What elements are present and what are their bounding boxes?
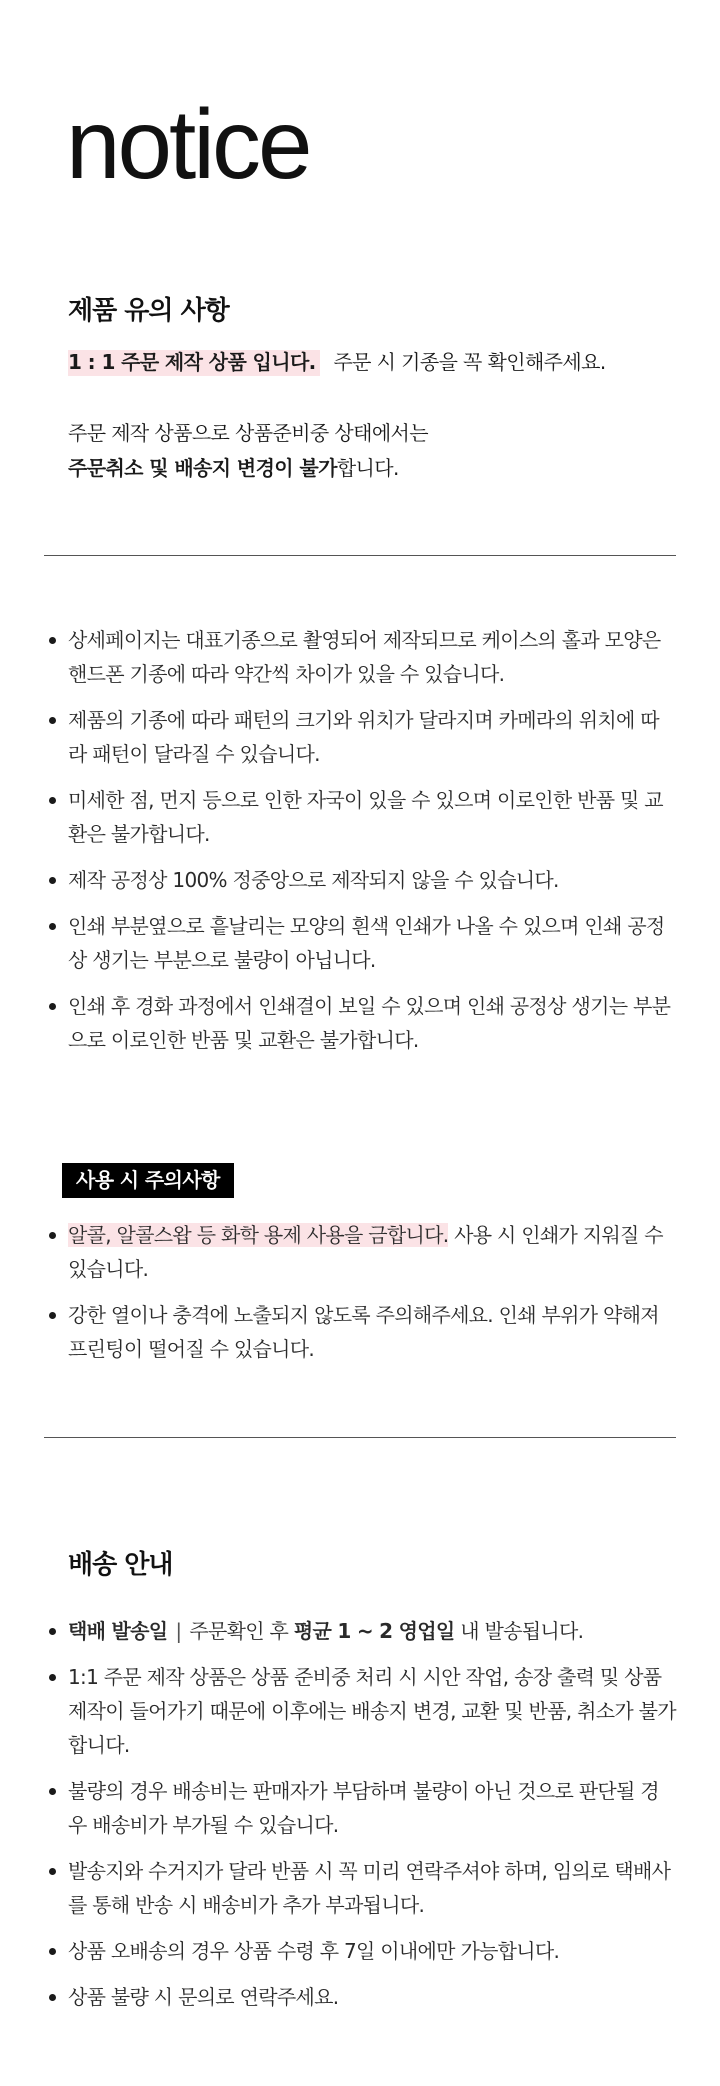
- page-heading: notice: [66, 89, 310, 199]
- bullet-icon: [49, 1868, 56, 1875]
- list-item: 발송지와 수거지가 달라 반품 시 꼭 미리 연락주셔야 하며, 임의로 택배사를 통해 반송 시 배송비가 추가 부과됩니다.: [44, 1854, 676, 1922]
- chemical-warning-highlight: 알콜, 알콜스왑 등 화학 용제 사용을 금합니다.: [68, 1223, 449, 1247]
- bullet-icon: [49, 1948, 56, 1955]
- bullet-icon: [49, 1674, 56, 1681]
- order-cancel-rest: 합니다.: [336, 456, 399, 480]
- list-item: 인쇄 후 경화 과정에서 인쇄결이 보일 수 있으며 인쇄 공정상 생기는 부분으로 이로인한 반품 및 교환은 불가합니다.: [44, 989, 676, 1057]
- list-item: 강한 열이나 충격에 노출되지 않도록 주의해주세요. 인쇄 부위가 약해져 프린팅이 떨어질 수 있습니다.: [44, 1298, 676, 1366]
- list-item: 불량의 경우 배송비는 판매자가 부담하며 불량이 아닌 것으로 판단될 경우 배송비가 부가될 수 있습니다.: [44, 1774, 676, 1842]
- divider-2: [44, 1437, 676, 1438]
- bullet-icon: [49, 1994, 56, 2001]
- list-item: 인쇄 부분옆으로 흩날리는 모양의 흰색 인쇄가 나올 수 있으며 인쇄 공정상 생기는 부분으로 불량이 아닙니다.: [44, 909, 676, 977]
- bullet-icon: [49, 923, 56, 930]
- order-cancel-line: [68, 451, 668, 485]
- bullet-icon: [49, 1628, 56, 1635]
- order-made-line: [68, 345, 668, 379]
- bullet-icon: [49, 637, 56, 644]
- bullet-icon: [49, 1788, 56, 1795]
- order-made-highlight: 1 : 1 주문 제작 상품 입니다.: [68, 350, 320, 376]
- bullet-icon: [49, 1232, 56, 1239]
- product-notes-title: 제품 유의 사항: [68, 296, 229, 326]
- usage-caution-tag: 사용 시 주의사항: [62, 1163, 234, 1198]
- order-status-line: 주문 제작 상품으로 상품준비중 상태에서는: [68, 421, 428, 445]
- shipping-title: 배송 안내: [68, 1550, 173, 1580]
- bullet-icon: [49, 1003, 56, 1010]
- list-item: 상품 불량 시 문의로 연락주세요.: [44, 1980, 676, 2014]
- bullet-icon: [49, 717, 56, 724]
- list-item: 알콜, 알콜스왑 등 화학 용제 사용을 금합니다. 사용 시 인쇄가 지워질 수 있습니다.: [44, 1218, 676, 1286]
- shipping-list: [44, 1614, 676, 2026]
- list-item: 제작 공정상 100% 정중앙으로 제작되지 않을 수 있습니다.: [44, 863, 676, 897]
- bullet-icon: [49, 1312, 56, 1319]
- list-item: 미세한 점, 먼지 등으로 인한 자국이 있을 수 있으며 이로인한 반품 및 교환은 불가합니다.: [44, 783, 676, 851]
- bullet-icon: [49, 877, 56, 884]
- order-cancel-bold: 주문취소 및 배송지 변경이 불가: [68, 456, 337, 480]
- bullet-icon: [49, 797, 56, 804]
- shipping-days-value: 평균 1 ~ 2 영업일: [293, 1619, 455, 1643]
- divider-1: [44, 555, 676, 556]
- product-notes-list: [44, 623, 676, 1069]
- list-item: 상품 오배송의 경우 상품 수령 후 7일 이내에만 가능합니다.: [44, 1934, 676, 1968]
- usage-caution-list: [44, 1218, 676, 1378]
- shipping-day-label: 택배 발송일: [68, 1619, 168, 1643]
- list-item: 제품의 기종에 따라 패턴의 크기와 위치가 달라지며 카메라의 위치에 따라 패턴이 달라질 수 있습니다.: [44, 703, 676, 771]
- list-item: 1:1 주문 제작 상품은 상품 준비중 처리 시 시안 작업, 송장 출력 및 상품 제작이 들어가기 때문에 이후에는 배송지 변경, 교환 및 반품, 취소가 불가합니다.: [44, 1660, 676, 1762]
- order-made-followup: 주문 시 기종을 꼭 확인해주세요.: [333, 350, 606, 374]
- list-item: 택배 발송일 | 주문확인 후 평균 1 ~ 2 영업일 내 발송됩니다.: [44, 1614, 676, 1648]
- list-item: 상세페이지는 대표기종으로 촬영되어 제작되므로 케이스의 홀과 모양은 핸드폰 기종에 따라 약간씩 차이가 있을 수 있습니다.: [44, 623, 676, 691]
